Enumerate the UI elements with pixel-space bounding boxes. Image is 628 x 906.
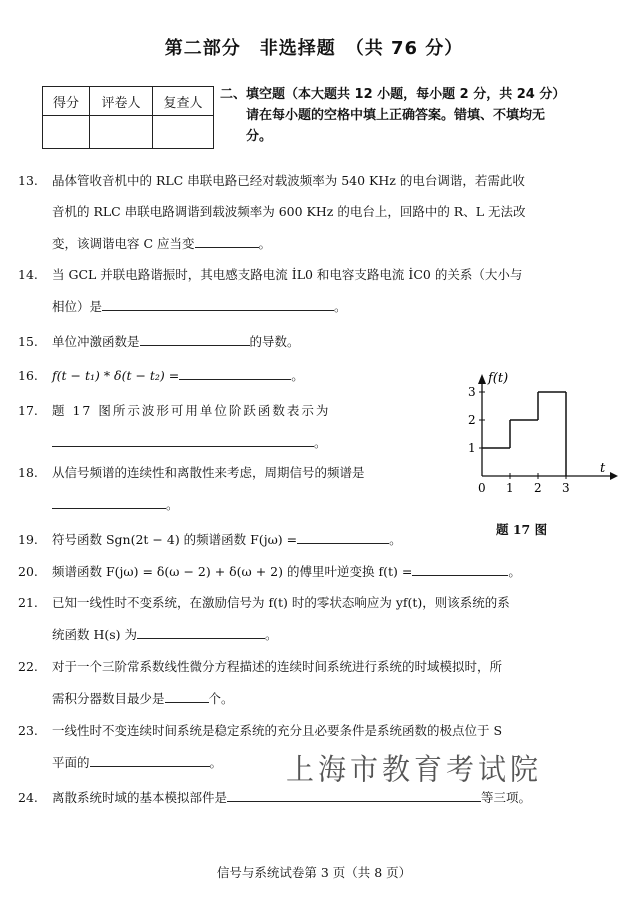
question-text: 相位）是 [52,299,103,314]
question-19 [18,530,610,548]
section-title: 第二部分 非选择题 （共 76 分） [164,38,464,59]
question-text: 需积分器数目最少是 [52,691,165,706]
question-number: 19. [18,532,38,547]
question-text: 晶体管收音机中的 RLC 串联电路已经对载波频率为 540 KHz 的电台调谐，若需此收 [52,173,525,188]
question-text: 一线性时不变连续时间系统是稳定系统的充分且必要条件是系统函数的极点位于 S [52,723,503,738]
y-axis-arrow [478,374,486,384]
question-text: 题 17 图所示波形可用单位阶跃函数表示为 [52,403,331,418]
answer-blank[interactable] [102,297,334,311]
question-text: 音机的 RLC 串联电路调谐到载波频率为 600 KHz 的电台上，回路中的 R、L 无法改 [52,204,526,219]
question-21 [18,594,610,643]
question-text: 。 [314,435,327,450]
answer-blank[interactable] [52,433,314,447]
question-number: 18. [18,465,38,480]
x-tick-label: 2 [534,481,542,495]
score-header-reviewer: 复查人 [153,87,214,116]
answer-blank[interactable] [179,366,291,380]
question-text: 。 [291,368,304,383]
question-number: 13. [18,173,38,188]
question-text: 统函数 H(s) 为 [52,627,138,642]
question-text: 当 GCL 并联电路谐振时，其电感支路电流 İL0 和电容支路电流 İC0 的关系（大小与 [52,267,523,282]
question-13 [18,172,610,252]
score-table [42,86,214,149]
y-tick-label: 3 [468,385,476,399]
y-axis-label: f(t) [488,371,509,386]
stamp-watermark: 上海市教育考试院 [286,752,543,787]
question-number: 14. [18,267,38,282]
page-footer: 信号与系统试卷第 3 页（共 8 页） [216,865,412,880]
question-text: 符号函数 Sgn(2t − 4) 的频谱函数 F(jω) = [52,532,298,547]
question-text: 等三项。 [481,790,532,805]
grader-cell[interactable] [90,116,153,149]
question-text: 个。 [208,691,234,706]
question-text: 。 [389,532,402,547]
question-text: 。 [508,564,521,579]
answer-blank[interactable] [227,788,481,802]
score-header-grader: 评卷人 [90,87,153,116]
question-text: 对于一个三阶常系数线性微分方程描述的连续时间系统进行系统的时域模拟时，所 [52,659,503,674]
section-instruction-line: 请在每小题的空格中填上正确答案。错填、不填均无 [246,108,546,123]
question-number: 24. [18,790,38,805]
question-17 [18,402,448,451]
question-15 [18,332,610,350]
question-24 [18,788,610,806]
question-14 [18,266,610,315]
question-number: 17. [18,403,38,418]
question-number: 16. [18,368,38,383]
answer-blank[interactable] [165,689,209,703]
question-number: 20. [18,564,38,579]
section-instruction-line: 分。 [246,129,273,144]
y-tick-label: 2 [468,413,476,427]
question-number: 22. [18,659,38,674]
answer-blank[interactable] [412,562,508,576]
answer-blank[interactable] [297,530,389,544]
question-text: 。 [166,497,179,512]
question-text: 的导数。 [249,334,300,349]
question-20 [18,562,610,580]
section-instructions [220,84,620,147]
question-text: 。 [334,299,347,314]
x-axis-label: t [600,461,606,476]
section-heading: 二、填空题（本大题共 12 小题，每小题 2 分，共 24 分） [220,87,566,102]
question-18 [18,464,448,513]
question-text: 。 [209,755,223,770]
question-text: 变，该调谐电容 C 应当变 [52,236,195,251]
question-number: 15. [18,334,38,349]
question-text: 从信号频谱的连续性和离散性来考虑，周期信号的频谱是 [52,465,365,480]
x-tick-label: 0 [478,481,486,495]
answer-blank[interactable] [140,332,250,346]
question-number: 23. [18,723,38,738]
x-axis-arrow [610,472,618,480]
y-tick-label: 1 [468,441,476,455]
score-cell[interactable] [43,116,90,149]
score-header-score: 得分 [43,87,90,116]
answer-blank[interactable] [90,753,210,767]
question-text: 平面的 [52,755,90,770]
figure-caption: 题 17 图 [496,522,548,537]
answer-blank[interactable] [195,234,259,248]
answer-blank[interactable] [52,495,166,509]
question-number: 21. [18,595,38,610]
question-22 [18,658,610,707]
question-text: 。 [258,236,272,251]
question-text: 。 [265,627,278,642]
question-text: 频谱函数 F(jω) = δ(ω − 2) + δ(ω + 2) 的傅里叶逆变换 f(t) = [52,564,413,579]
question-text: 已知一线性时不变系统，在激励信号为 f(t) 时的零状态响应为 yf(t)，则该系统的系 [52,595,510,610]
question-text: f(t − t₁) * δ(t − t₂) = [52,368,180,383]
question-text: 离散系统时域的基本模拟部件是 [52,790,228,805]
x-tick-label: 1 [506,481,514,495]
figure-17 [440,368,620,538]
question-text: 单位冲激函数是 [52,334,140,349]
answer-blank[interactable] [137,625,265,639]
x-tick-label: 3 [562,481,570,495]
reviewer-cell[interactable] [153,116,214,149]
